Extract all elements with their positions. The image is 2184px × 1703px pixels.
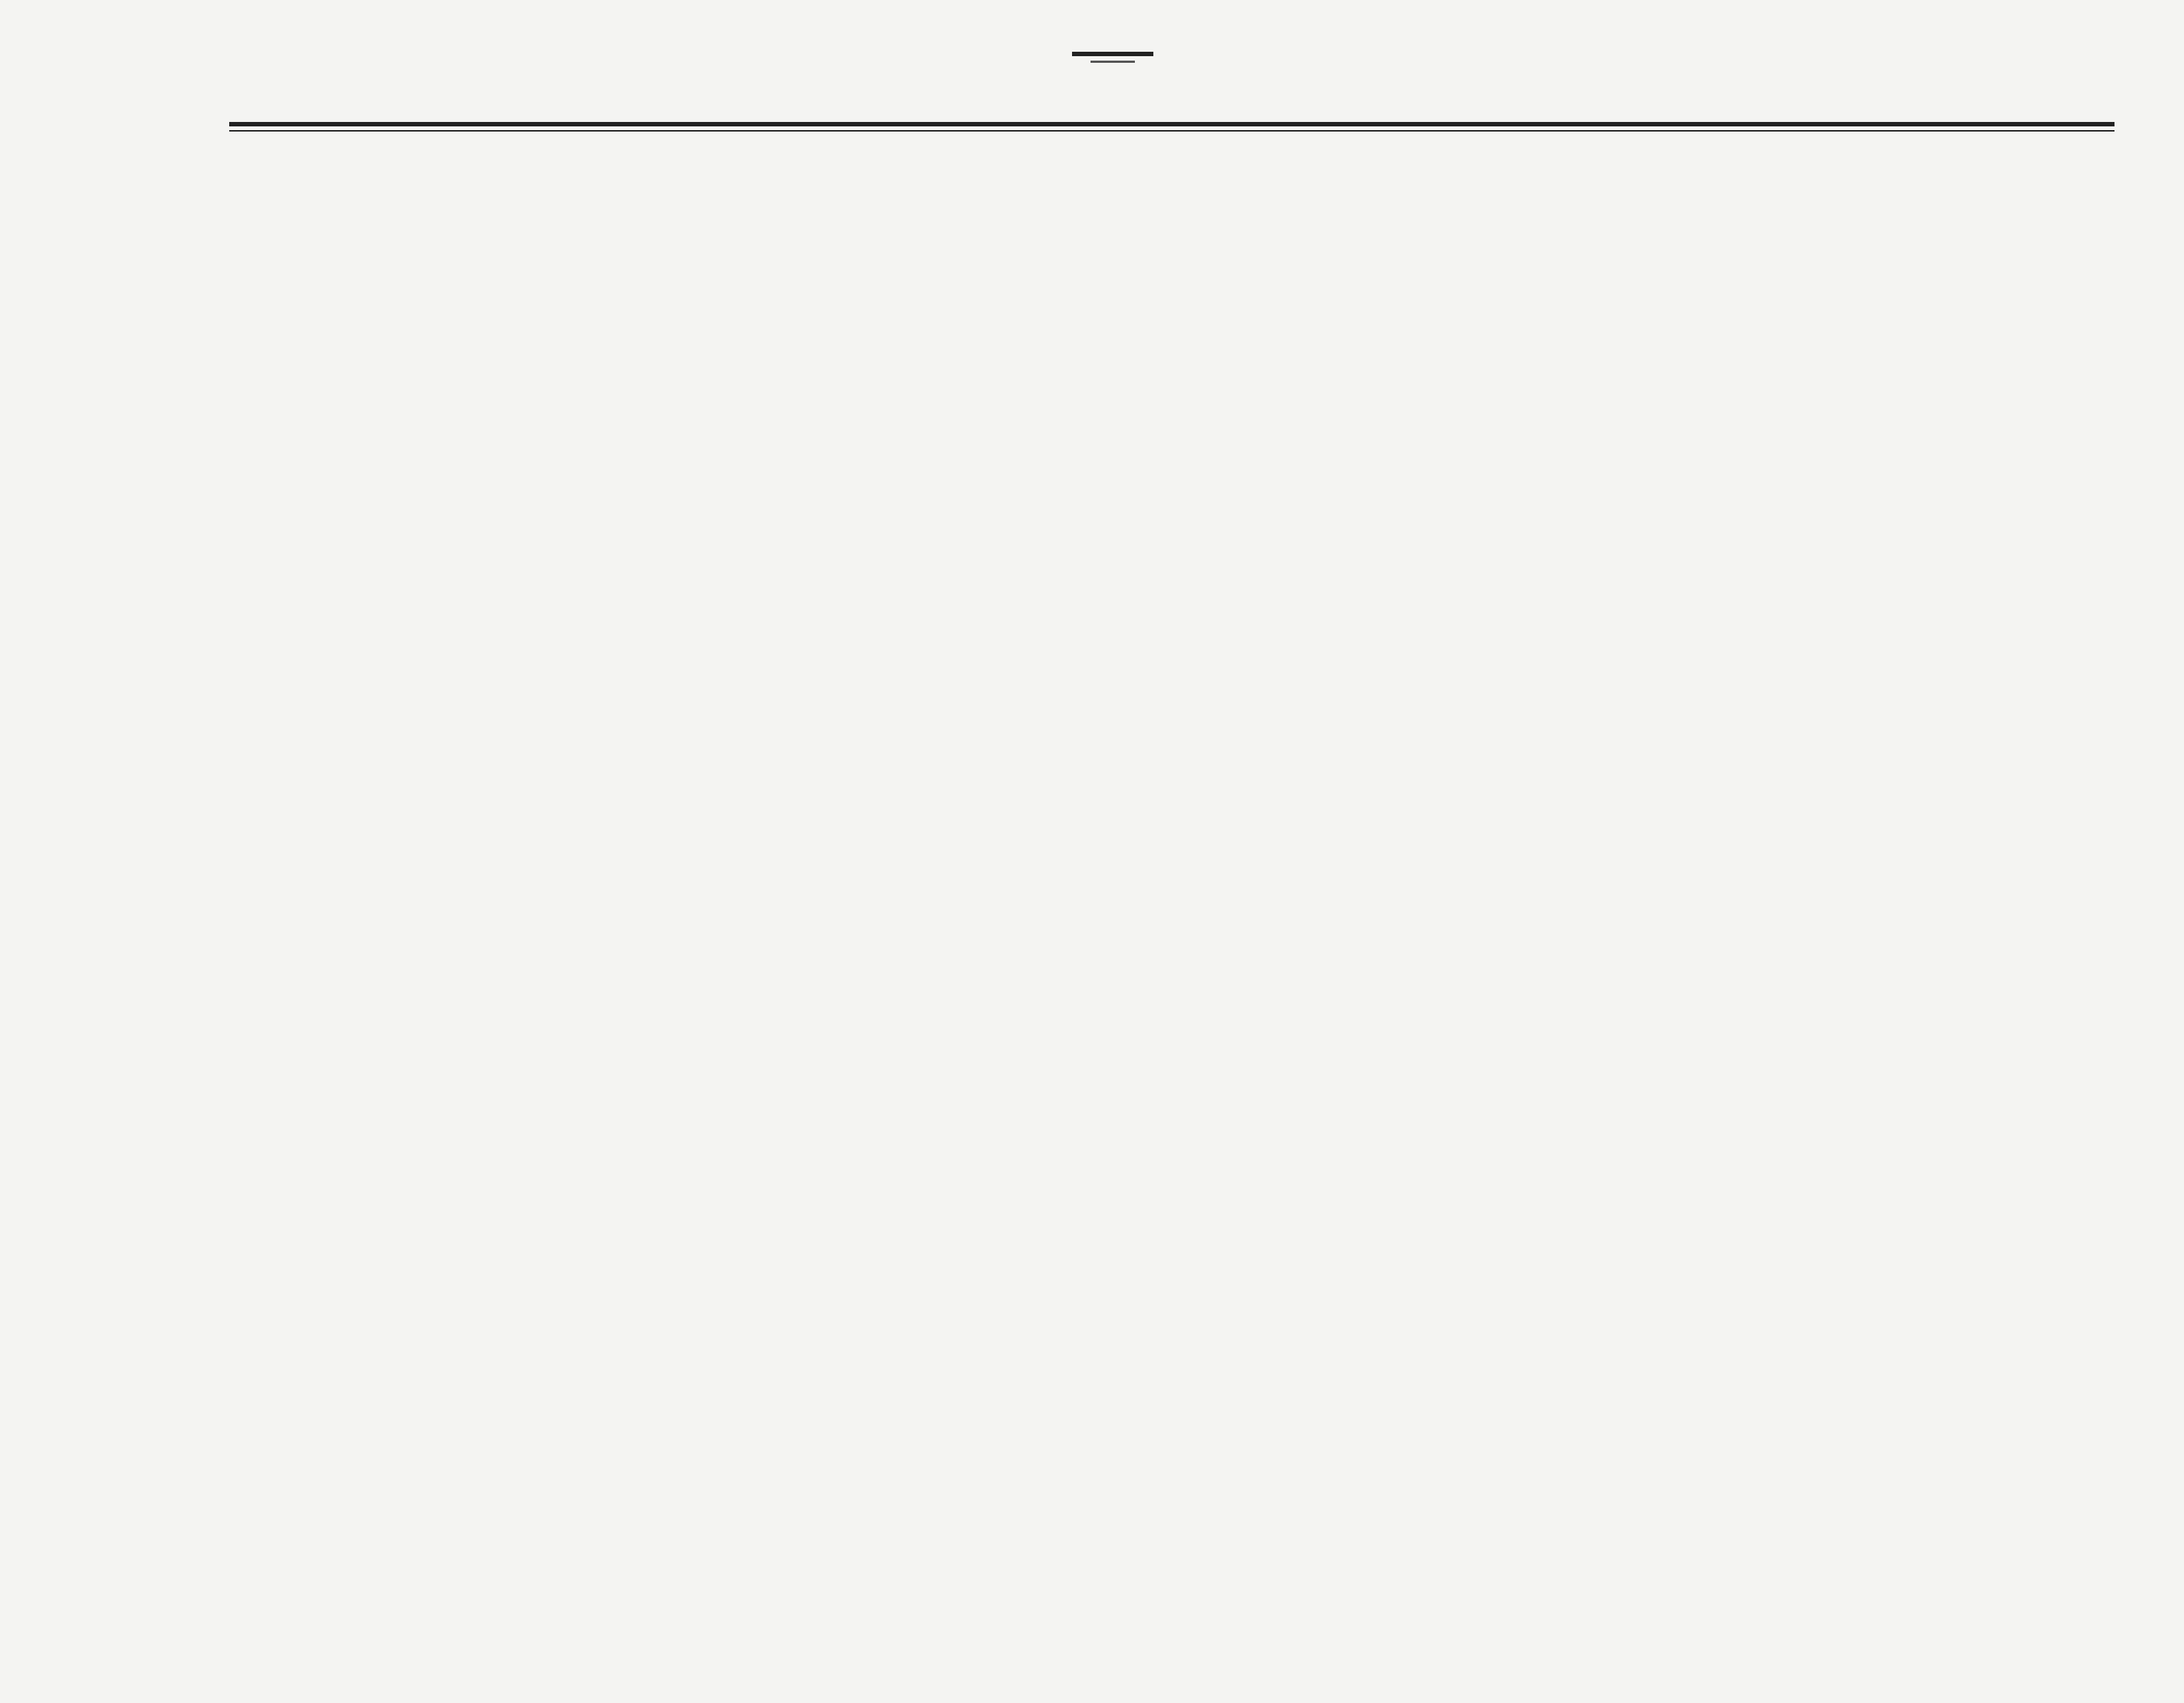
top-thick-rule [229, 122, 2115, 126]
top-thin-rule [229, 130, 2115, 132]
header-mark-small [1091, 61, 1135, 63]
header-mark [1072, 52, 1153, 56]
